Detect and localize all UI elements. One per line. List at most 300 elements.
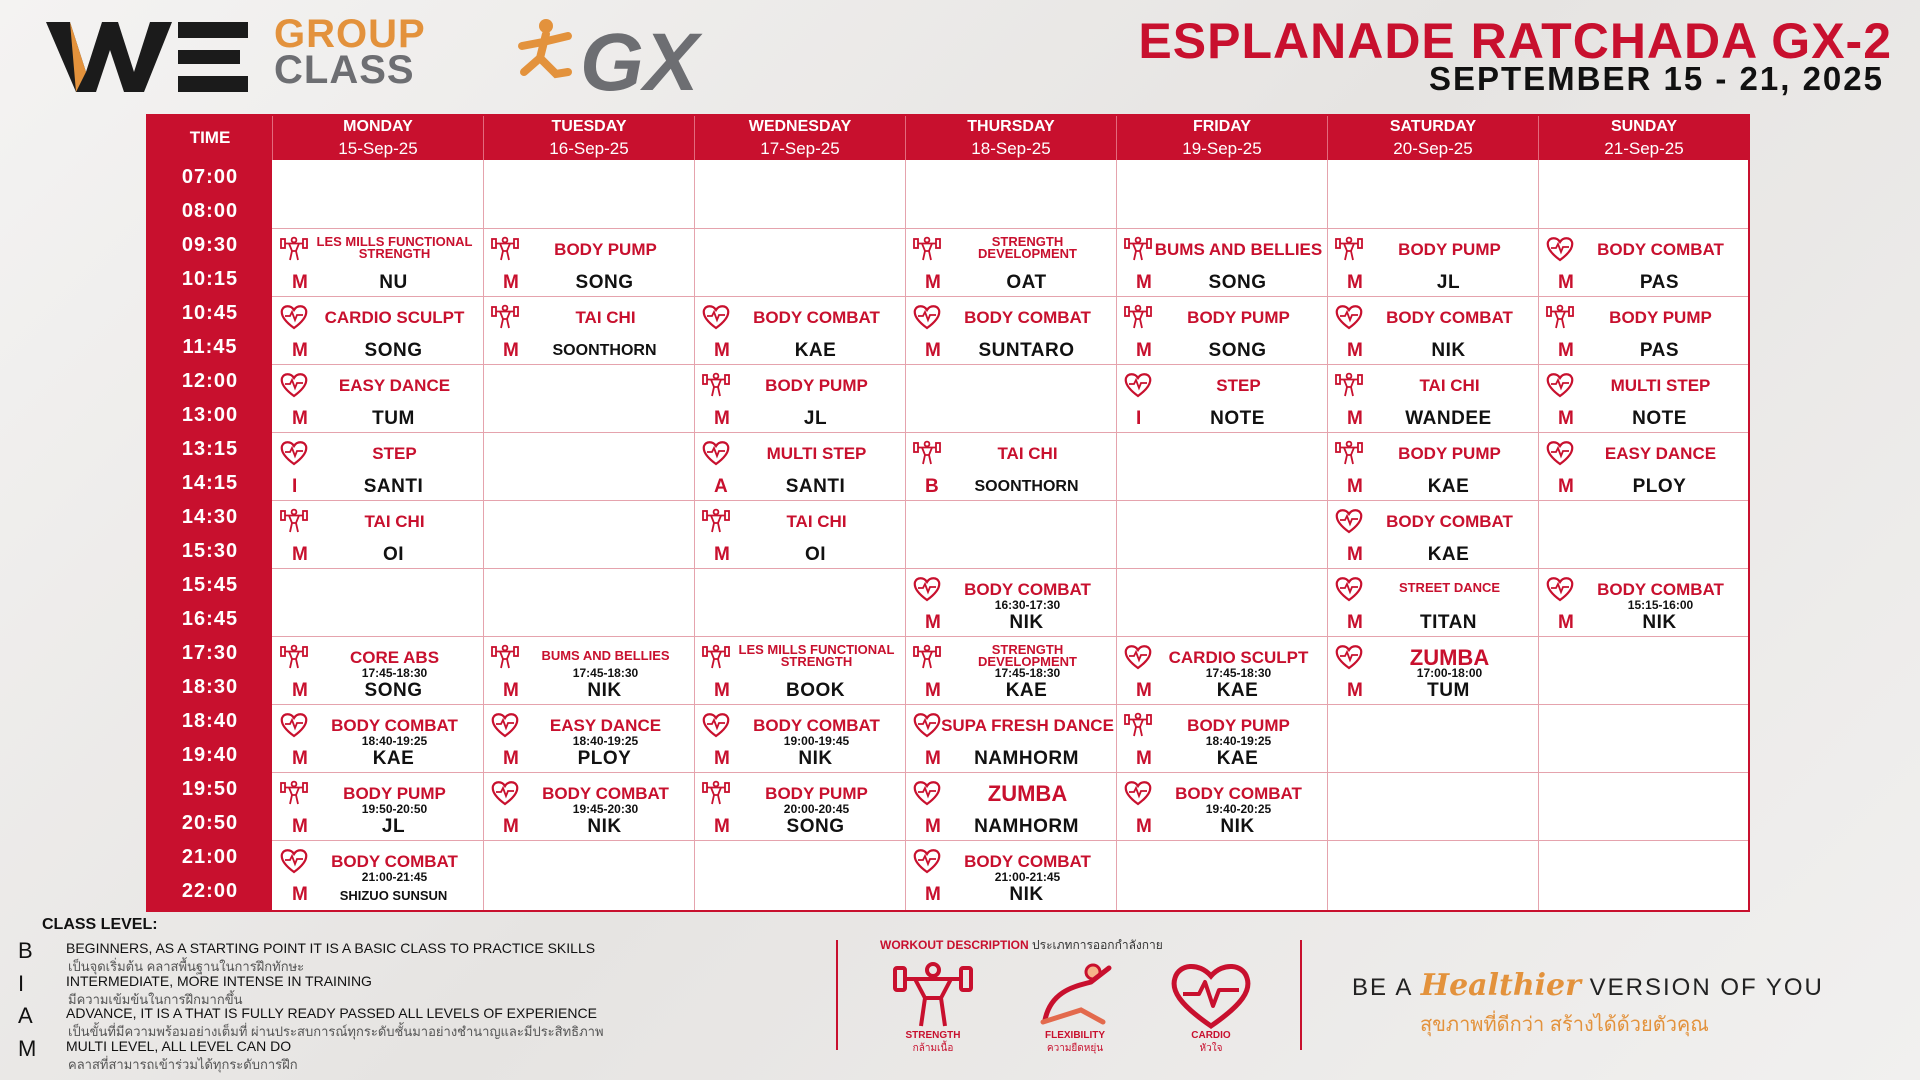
day-header-saturday bbox=[1327, 116, 1538, 160]
timetable bbox=[146, 114, 1750, 912]
time-label: 16:45 bbox=[181, 607, 239, 630]
class-level: M bbox=[503, 816, 519, 837]
time-label: 12:00 bbox=[181, 369, 239, 392]
class-name: BODY PUMP bbox=[765, 783, 868, 803]
day-date: 18-Sep-25 bbox=[971, 139, 1051, 158]
class-level: M bbox=[292, 340, 308, 361]
class-cell[interactable] bbox=[1327, 432, 1538, 500]
class-level: M bbox=[925, 612, 941, 633]
class-name: TAI CHI bbox=[997, 443, 1058, 463]
class-name: BODY COMBAT bbox=[753, 715, 880, 735]
workout-strength bbox=[878, 960, 988, 1070]
instructor-name: OI bbox=[804, 544, 827, 565]
workout-flexibility-th: ความยืดหยุ่น bbox=[1046, 1043, 1104, 1054]
cardio-icon bbox=[1124, 372, 1152, 398]
time-label: 18:40 bbox=[181, 709, 239, 732]
class-cell[interactable] bbox=[483, 636, 694, 704]
class-time: 19:45-20:30 bbox=[572, 802, 639, 816]
instructor-name: SUNTARO bbox=[978, 340, 1075, 361]
cardio-icon bbox=[913, 848, 941, 874]
instructor-name: SONG bbox=[364, 680, 423, 701]
instructor-name: TUM bbox=[1427, 680, 1470, 701]
class-name: MULTI STEP bbox=[766, 443, 867, 463]
class-cell[interactable] bbox=[272, 296, 483, 364]
slogan-en bbox=[1352, 968, 1824, 1003]
instructor-name: OAT bbox=[1006, 272, 1047, 293]
class-cell[interactable] bbox=[1116, 636, 1327, 704]
class-cell[interactable] bbox=[905, 636, 1116, 704]
class-cell[interactable] bbox=[1116, 704, 1327, 772]
class-cell[interactable] bbox=[1538, 228, 1749, 296]
class-cell[interactable] bbox=[1327, 296, 1538, 364]
strength-icon bbox=[702, 372, 730, 398]
instructor-name: KAE bbox=[794, 340, 837, 361]
class-name: BODY COMBAT bbox=[964, 851, 1091, 871]
class-level-legend bbox=[14, 914, 814, 1074]
cardio-icon bbox=[491, 780, 519, 806]
time-label: 08:00 bbox=[181, 199, 239, 222]
time-label: 13:00 bbox=[181, 403, 239, 426]
instructor-name: NIK bbox=[798, 748, 833, 769]
logo-group-text: GROUP bbox=[274, 12, 426, 56]
class-cell[interactable] bbox=[483, 296, 694, 364]
day-name: WEDNESDAY bbox=[748, 118, 852, 135]
class-level: M bbox=[1347, 680, 1363, 701]
cardio-icon bbox=[280, 848, 308, 874]
instructor-name: NOTE bbox=[1210, 408, 1265, 429]
class-cell[interactable] bbox=[905, 772, 1116, 840]
day-date: 16-Sep-25 bbox=[549, 139, 629, 158]
class-name: BODY COMBAT bbox=[331, 851, 458, 871]
legend-item-multi bbox=[14, 1036, 814, 1070]
strength-icon bbox=[1124, 236, 1152, 262]
cardio-icon bbox=[913, 576, 941, 602]
class-cell[interactable] bbox=[272, 364, 483, 432]
time-label: 14:30 bbox=[181, 505, 239, 528]
class-cell[interactable] bbox=[272, 228, 483, 296]
class-name: BODY COMBAT bbox=[542, 783, 669, 803]
class-cell[interactable] bbox=[694, 636, 905, 704]
class-cell[interactable] bbox=[905, 296, 1116, 364]
cardio-icon bbox=[280, 440, 308, 466]
cardio-icon bbox=[702, 440, 730, 466]
class-cell[interactable] bbox=[272, 500, 483, 568]
class-level: M bbox=[292, 816, 308, 837]
strength-icon bbox=[280, 236, 308, 262]
class-cell[interactable] bbox=[1538, 568, 1749, 636]
instructor-name: BOOK bbox=[786, 680, 845, 701]
class-cell[interactable] bbox=[905, 704, 1116, 772]
class-level: M bbox=[1136, 272, 1152, 293]
cardio-icon bbox=[913, 304, 941, 330]
cardio-icon bbox=[913, 780, 941, 806]
instructor-name: NIK bbox=[1431, 340, 1466, 361]
day-name: SATURDAY bbox=[1389, 118, 1477, 135]
class-level: M bbox=[925, 884, 941, 905]
workout-cardio-th: หัวใจ bbox=[1199, 1043, 1223, 1054]
time-label: 15:45 bbox=[181, 573, 239, 596]
day-name: TUESDAY bbox=[551, 118, 627, 135]
group-class-logo bbox=[274, 12, 426, 92]
class-level: M bbox=[714, 816, 730, 837]
time-label: 10:15 bbox=[181, 267, 239, 290]
day-date: 20-Sep-25 bbox=[1393, 139, 1473, 158]
instructor-name: NIK bbox=[1009, 884, 1044, 905]
slogan-th: สุขภาพที่ดีกว่า สร้างได้ด้วยตัวคุณ bbox=[1420, 1014, 1709, 1036]
class-level: M bbox=[1558, 612, 1574, 633]
class-level: I bbox=[292, 476, 298, 497]
workout-flexibility bbox=[1020, 960, 1130, 1070]
cardio-icon bbox=[702, 712, 730, 738]
slogan-before: BE A bbox=[1352, 974, 1421, 1001]
strength-icon bbox=[491, 236, 519, 262]
cardio-icon bbox=[1546, 236, 1574, 262]
day-date: 21-Sep-25 bbox=[1604, 139, 1684, 158]
workout-title-en: WORKOUT DESCRIPTION bbox=[880, 938, 1029, 952]
day-header-friday bbox=[1116, 116, 1327, 160]
instructor-name: PAS bbox=[1639, 340, 1680, 361]
level-code: B bbox=[18, 938, 33, 963]
class-time: 19:40-20:25 bbox=[1205, 802, 1272, 816]
strength-icon bbox=[491, 644, 519, 670]
class-name: STEP bbox=[1216, 375, 1261, 395]
instructor-name: SOONTHORN bbox=[974, 478, 1079, 495]
instructor-name: OI bbox=[382, 544, 405, 565]
workout-strength-en: STRENGTH bbox=[905, 1030, 961, 1041]
strength-icon bbox=[1124, 712, 1152, 738]
class-cell[interactable] bbox=[1327, 568, 1538, 636]
class-cell[interactable] bbox=[1538, 296, 1749, 364]
class-level: M bbox=[1136, 748, 1152, 769]
strength-icon bbox=[280, 644, 308, 670]
instructor-name: PAS bbox=[1639, 272, 1680, 293]
class-time: 17:45-18:30 bbox=[1205, 666, 1272, 680]
class-name: BODY PUMP bbox=[1187, 715, 1290, 735]
class-name: BODY PUMP bbox=[1398, 443, 1501, 463]
time-label: 10:45 bbox=[181, 301, 239, 324]
legend-item-beginner bbox=[14, 938, 814, 972]
instructor-name: SONG bbox=[364, 340, 423, 361]
class-level: M bbox=[925, 272, 941, 293]
strength-icon bbox=[891, 960, 975, 1030]
class-name: SUPA FRESH DANCE bbox=[941, 715, 1114, 735]
gx-logo bbox=[510, 12, 730, 102]
cardio-icon bbox=[913, 712, 941, 738]
workout-title bbox=[880, 936, 1163, 955]
class-name: STREET DANCE bbox=[1398, 580, 1501, 595]
class-name: STEP bbox=[372, 443, 417, 463]
instructor-name: JL bbox=[1436, 272, 1461, 293]
instructor-name: SONG bbox=[1208, 272, 1267, 293]
class-level: M bbox=[714, 680, 730, 701]
instructor-name: SONG bbox=[786, 816, 845, 837]
class-name: BODY PUMP bbox=[343, 783, 446, 803]
class-name: EASY DANCE bbox=[1604, 443, 1717, 463]
class-cell[interactable] bbox=[1538, 364, 1749, 432]
class-name: BODY COMBAT bbox=[753, 307, 880, 327]
class-level: M bbox=[1347, 544, 1363, 565]
class-level: M bbox=[925, 340, 941, 361]
time-label: 11:45 bbox=[182, 335, 238, 358]
strength-icon bbox=[913, 440, 941, 466]
class-level: M bbox=[714, 748, 730, 769]
class-cell[interactable] bbox=[1116, 364, 1327, 432]
instructor-name: KAE bbox=[1427, 544, 1470, 565]
class-cell[interactable] bbox=[483, 228, 694, 296]
class-cell[interactable] bbox=[483, 772, 694, 840]
day-header-sunday bbox=[1538, 116, 1749, 160]
class-name: TAI CHI bbox=[786, 511, 847, 531]
day-header-thursday bbox=[905, 116, 1116, 160]
class-cell[interactable] bbox=[1116, 772, 1327, 840]
class-name: BODY COMBAT bbox=[1175, 783, 1302, 803]
strength-icon bbox=[1335, 236, 1363, 262]
level-desc-en: BEGINNERS, AS A STARTING POINT IT IS A BASIC CLASS TO PRACTICE SKILLS bbox=[66, 940, 596, 956]
class-cell[interactable] bbox=[272, 704, 483, 772]
class-cell[interactable] bbox=[1116, 228, 1327, 296]
class-level: M bbox=[292, 272, 308, 293]
class-cell[interactable] bbox=[694, 296, 905, 364]
class-level: M bbox=[1558, 340, 1574, 361]
cardio-icon bbox=[491, 712, 519, 738]
class-name: BODY COMBAT bbox=[964, 579, 1091, 599]
class-cell[interactable] bbox=[483, 704, 694, 772]
instructor-name: PLOY bbox=[1632, 476, 1687, 497]
workout-description bbox=[838, 934, 1318, 1074]
strength-icon bbox=[1546, 304, 1574, 330]
time-label: 13:15 bbox=[181, 437, 239, 460]
header bbox=[0, 0, 1920, 112]
class-time: 18:40-19:25 bbox=[1205, 734, 1272, 748]
class-name: CARDIO SCULPT bbox=[324, 307, 465, 327]
instructor-name: NIK bbox=[587, 816, 622, 837]
instructor-name: NAMHORM bbox=[974, 816, 1079, 837]
cardio-icon bbox=[1546, 440, 1574, 466]
class-level: M bbox=[503, 748, 519, 769]
class-level: M bbox=[1558, 476, 1574, 497]
class-name: LES MILLS FUNCTIONAL STRENGTH bbox=[738, 642, 895, 669]
class-level: B bbox=[925, 476, 939, 497]
class-time: 21:00-21:45 bbox=[361, 870, 428, 884]
class-time: 19:00-19:45 bbox=[783, 734, 850, 748]
strength-icon bbox=[702, 644, 730, 670]
day-header-tuesday bbox=[483, 116, 694, 160]
instructor-name: PLOY bbox=[577, 748, 632, 769]
cardio-icon bbox=[702, 304, 730, 330]
class-level: M bbox=[503, 340, 519, 361]
time-label: 17:30 bbox=[181, 641, 239, 664]
class-level: M bbox=[292, 748, 308, 769]
class-time: 19:50-20:50 bbox=[361, 802, 428, 816]
level-desc-en: MULTI LEVEL, ALL LEVEL CAN DO bbox=[66, 1038, 292, 1054]
class-cell[interactable] bbox=[1327, 364, 1538, 432]
instructor-name: NIK bbox=[587, 680, 622, 701]
class-name: BUMS AND BELLIES bbox=[541, 648, 670, 663]
level-desc-th: มีความเข้มข้นในการฝึกมากขึ้น bbox=[68, 992, 243, 1007]
time-label: 18:30 bbox=[181, 675, 239, 698]
cardio-icon bbox=[1335, 304, 1363, 330]
cardio-icon bbox=[1124, 780, 1152, 806]
class-cell[interactable] bbox=[694, 704, 905, 772]
instructor-name: SONG bbox=[575, 272, 634, 293]
class-level: M bbox=[292, 408, 308, 429]
time-label: 09:30 bbox=[181, 233, 239, 256]
instructor-name: NIK bbox=[1642, 612, 1677, 633]
strength-icon bbox=[913, 644, 941, 670]
level-desc-th: เป็นขั้นที่มีความพร้อมอย่างเต็มที่ ผ่านประสบการณ์ทุกระดับชั้นมาอย่างชำนาญและมีประสิทธิภาพ bbox=[68, 1024, 604, 1039]
class-cell[interactable] bbox=[272, 772, 483, 840]
class-cell[interactable] bbox=[905, 568, 1116, 636]
class-name: CARDIO SCULPT bbox=[1168, 647, 1309, 667]
class-name: BODY PUMP bbox=[1398, 239, 1501, 259]
class-name: ZUMBA bbox=[1409, 644, 1490, 670]
we-logo bbox=[46, 14, 251, 98]
svg-text:GX: GX bbox=[580, 17, 699, 102]
time-label: 07:00 bbox=[181, 165, 239, 188]
cardio-icon bbox=[280, 372, 308, 398]
class-time: 17:00-18:00 bbox=[1416, 666, 1483, 680]
class-name: BODY COMBAT bbox=[1386, 511, 1513, 531]
class-level: A bbox=[714, 476, 728, 497]
class-name: BODY COMBAT bbox=[1386, 307, 1513, 327]
legend-item-intermediate bbox=[14, 971, 814, 1005]
day-name: FRIDAY bbox=[1192, 118, 1252, 135]
class-cell[interactable] bbox=[905, 228, 1116, 296]
class-level: M bbox=[292, 680, 308, 701]
instructor-name: SANTI bbox=[363, 476, 424, 497]
strength-icon bbox=[702, 780, 730, 806]
instructor-name: KAE bbox=[1216, 748, 1259, 769]
class-cell[interactable] bbox=[272, 840, 483, 908]
class-time: 15:15-16:00 bbox=[1627, 598, 1694, 612]
day-date: 17-Sep-25 bbox=[760, 139, 840, 158]
class-level: M bbox=[1347, 408, 1363, 429]
class-cell[interactable] bbox=[905, 432, 1116, 500]
instructor-name: SONG bbox=[1208, 340, 1267, 361]
class-name: LES MILLS FUNCTIONAL STRENGTH bbox=[316, 234, 473, 261]
class-cell[interactable] bbox=[1327, 636, 1538, 704]
instructor-name: KAE bbox=[1216, 680, 1259, 701]
cardio-icon bbox=[1546, 372, 1574, 398]
class-name: BODY COMBAT bbox=[964, 307, 1091, 327]
time-label: 14:15 bbox=[181, 471, 239, 494]
class-level: M bbox=[503, 272, 519, 293]
day-name: SUNDAY bbox=[1610, 118, 1678, 135]
class-time: 18:40-19:25 bbox=[572, 734, 639, 748]
class-cell[interactable] bbox=[694, 500, 905, 568]
class-cell[interactable] bbox=[694, 432, 905, 500]
instructor-name: KAE bbox=[1005, 680, 1048, 701]
workout-cardio-en: CARDIO bbox=[1191, 1030, 1231, 1041]
level-code: M bbox=[18, 1036, 37, 1061]
instructor-name: NOTE bbox=[1632, 408, 1687, 429]
cardio-icon bbox=[280, 304, 308, 330]
instructor-name: KAE bbox=[1427, 476, 1470, 497]
class-level: M bbox=[714, 544, 730, 565]
class-level: M bbox=[1558, 408, 1574, 429]
cardio-icon bbox=[1546, 576, 1574, 602]
day-name: THURSDAY bbox=[967, 118, 1055, 135]
class-cell[interactable] bbox=[1327, 500, 1538, 568]
instructor-name: TITAN bbox=[1419, 612, 1478, 633]
strength-icon bbox=[1335, 372, 1363, 398]
class-cell[interactable] bbox=[1327, 228, 1538, 296]
class-name: BUMS AND BELLIES bbox=[1154, 239, 1323, 259]
class-level: M bbox=[503, 680, 519, 701]
level-desc-en: INTERMEDIATE, MORE INTENSE IN TRAINING bbox=[66, 973, 372, 989]
class-time: 17:45-18:30 bbox=[994, 666, 1061, 680]
level-desc-en: ADVANCE, IT IS A THAT IS FULLY READY PASSED ALL LEVELS OF EXPERIENCE bbox=[66, 1005, 597, 1021]
class-name: BODY PUMP bbox=[1609, 307, 1712, 327]
class-cell[interactable] bbox=[694, 364, 905, 432]
time-label: 15:30 bbox=[181, 539, 239, 562]
workout-flexibility-en: FLEXIBILITY bbox=[1045, 1030, 1105, 1041]
instructor-name: SANTI bbox=[785, 476, 846, 497]
level-code: A bbox=[18, 1003, 33, 1028]
class-cell[interactable] bbox=[905, 840, 1116, 908]
class-name: ZUMBA bbox=[987, 780, 1068, 806]
class-time: 16:30-17:30 bbox=[994, 598, 1061, 612]
class-name: BODY COMBAT bbox=[1597, 579, 1724, 599]
class-name: EASY DANCE bbox=[549, 715, 662, 735]
class-level: M bbox=[292, 884, 308, 905]
time-label: 20:50 bbox=[181, 811, 239, 834]
workout-strength-th: กล้ามเนื้อ bbox=[912, 1043, 954, 1054]
day-name: MONDAY bbox=[343, 118, 413, 135]
class-level: M bbox=[1558, 272, 1574, 293]
class-level: M bbox=[1347, 476, 1363, 497]
class-time: 17:45-18:30 bbox=[361, 666, 428, 680]
instructor-name: SOONTHORN bbox=[552, 342, 657, 359]
class-name: STRENGTH DEVELOPMENT bbox=[978, 642, 1077, 669]
legend-title: CLASS LEVEL: bbox=[42, 916, 158, 933]
logo-class-text: CLASS bbox=[274, 48, 415, 92]
level-desc-th: เป็นจุดเริ่มต้น คลาสพื้นฐานในการฝึกทักษะ bbox=[68, 959, 305, 974]
class-level: M bbox=[1136, 816, 1152, 837]
class-name: MULTI STEP bbox=[1610, 375, 1711, 395]
slogan bbox=[1350, 960, 1910, 1050]
day-date: 19-Sep-25 bbox=[1182, 139, 1262, 158]
class-cell[interactable] bbox=[694, 772, 905, 840]
class-cell[interactable] bbox=[1538, 432, 1749, 500]
class-name: BODY PUMP bbox=[1187, 307, 1290, 327]
cardio-icon bbox=[1335, 508, 1363, 534]
class-level: M bbox=[1136, 680, 1152, 701]
class-level: M bbox=[925, 680, 941, 701]
workout-title-th: ประเภทการออกกำลังกาย bbox=[1032, 938, 1163, 952]
flexibility-icon bbox=[1033, 960, 1117, 1030]
day-header-wednesday bbox=[694, 116, 905, 160]
class-cell[interactable] bbox=[1116, 296, 1327, 364]
instructor-name: NAMHORM bbox=[974, 748, 1079, 769]
class-name: STRENGTH DEVELOPMENT bbox=[978, 234, 1077, 261]
strength-icon bbox=[702, 508, 730, 534]
footer-divider-right bbox=[1300, 940, 1302, 1050]
instructor-name: KAE bbox=[372, 748, 415, 769]
slogan-after: VERSION OF YOU bbox=[1580, 974, 1824, 1001]
branch-title: ESPLANADE RATCHADA GX-2 bbox=[1138, 13, 1892, 69]
date-range: SEPTEMBER 15 - 21, 2025 bbox=[1428, 60, 1884, 97]
cardio-icon bbox=[1335, 576, 1363, 602]
level-code: I bbox=[18, 971, 25, 996]
class-level: M bbox=[714, 408, 730, 429]
class-name: TAI CHI bbox=[1419, 375, 1480, 395]
class-cell[interactable] bbox=[272, 636, 483, 704]
class-level: M bbox=[925, 748, 941, 769]
class-level: M bbox=[292, 544, 308, 565]
strength-icon bbox=[1335, 440, 1363, 466]
class-cell[interactable] bbox=[272, 432, 483, 500]
